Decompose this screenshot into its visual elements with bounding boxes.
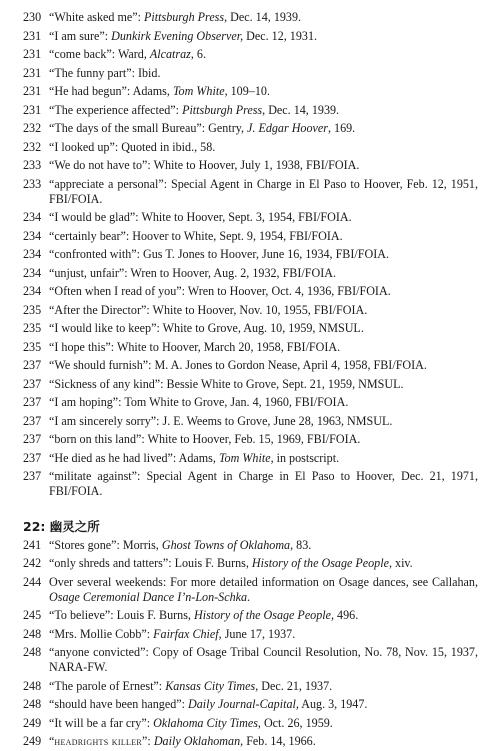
note-text-part: 496. [334, 608, 359, 622]
note-entry [23, 340, 478, 355]
note-text-part: “confronted with”: Gus T. Jones to Hoover, June 16, 1934, FBI/FOIA. [49, 247, 390, 261]
note-text [49, 247, 478, 262]
note-entry [23, 575, 478, 605]
note-entry [23, 177, 478, 207]
note-entry [23, 451, 478, 466]
note-entry [23, 358, 478, 373]
note-page-number: 248 [23, 678, 42, 693]
note-text [49, 556, 478, 571]
note-title-italic: Kansas City Times [165, 678, 256, 693]
note-text [49, 66, 478, 81]
note-entry [23, 469, 478, 499]
note-entry [23, 734, 478, 749]
note-text [49, 321, 478, 336]
note-entry [23, 266, 478, 281]
note-page-number: 232 [23, 121, 42, 135]
note-page-number: 233 [23, 158, 42, 172]
note-page-number: 248 [23, 626, 42, 641]
note-page-number: 249 [23, 715, 42, 730]
note-entry [23, 121, 478, 136]
note-page-number: 237 [23, 395, 42, 409]
note-text-part: “The days of the small Bureau”: Gentry, [49, 121, 248, 135]
note-text [49, 734, 478, 749]
note-text-part: “Often when I read of you”: Wren to Hoover, Oct. 4, 1936, FBI/FOIA. [49, 284, 391, 298]
note-entry [23, 47, 478, 62]
note-text-part: “The experience affected”: [49, 102, 183, 117]
note-page-number: 230 [23, 10, 42, 24]
section-gap [23, 503, 478, 519]
note-text [49, 121, 478, 136]
note-entry [23, 284, 478, 299]
note-text-part: “only shreds and tatters”: Louis F. Burns, [49, 556, 252, 570]
note-entry [23, 210, 478, 225]
note-text [49, 158, 478, 173]
note-text-part: “The funny part”: Ibid. [49, 65, 161, 80]
note-text [49, 340, 478, 355]
note-page-number: 245 [23, 608, 42, 622]
note-entry [23, 697, 478, 712]
note-text-part: “ [49, 734, 55, 748]
note-text-part: “To believe”: Louis F. Burns, [49, 608, 194, 622]
chapter-heading: 22: 幽灵之所 [23, 518, 100, 534]
note-page-number: 248 [23, 645, 42, 659]
note-entry [23, 395, 478, 410]
note-text-part: “It will be a far cry”: [49, 715, 154, 730]
note-text-part: , xiv. [388, 556, 413, 570]
note-page-number: 249 [23, 734, 42, 748]
note-text-part: “militate against”: Special Agent in Charge in El Paso to Hoover, Dec. 21, 1971, FBI/FOIA. [49, 469, 478, 498]
note-text-part: “born on this land”: White to Hoover, Feb. 15, 1969, FBI/FOIA. [49, 432, 361, 446]
note-smallcaps-text: headrights killer [54, 734, 143, 748]
note-text-part: “White asked me”: [49, 10, 145, 24]
note-text-part: , Feb. 14, 1966. [240, 734, 316, 748]
note-text [49, 395, 478, 410]
note-entry [23, 377, 478, 392]
note-text-part: “I am sure”: [49, 28, 112, 43]
note-text-part: “certainly bear”: Hoover to White, Sept. 9, 1954, FBI/FOIA. [49, 228, 343, 243]
note-page-number: 234 [23, 247, 42, 261]
note-text-part: ”: [142, 734, 154, 748]
note-page-number: 235 [23, 302, 42, 317]
note-title-italic: History of the Osage People [251, 556, 389, 570]
note-text-part: “appreciate a personal”: Special Agent in Charge in El Paso to Hoover, Feb. 12, 1951, FBI/FOIA. [49, 176, 478, 206]
note-text-part: “Mrs. Mollie Cobb”: [49, 626, 154, 641]
note-page-number: 234 [23, 228, 42, 243]
note-text [49, 284, 478, 299]
note-title-italic: Daily Oklahoman [153, 734, 241, 748]
note-page-number: 248 [23, 697, 42, 711]
note-title-italic: Pittsburgh Press [144, 10, 225, 24]
note-text [49, 29, 478, 44]
note-text-part: , Dec. 14, 1939. [262, 102, 340, 117]
note-entry [23, 29, 478, 44]
note-text-part: “I am hoping”: Tom White to Grove, Jan. 4, 1960, FBI/FOIA. [49, 395, 349, 409]
note-text [49, 469, 478, 499]
note-page-number: 234 [23, 265, 42, 280]
note-text-part: Aug. 3, 1947. [298, 697, 368, 711]
note-title-italic: Tom White [172, 84, 225, 98]
note-title-italic: History of the Osage People, [193, 608, 335, 622]
note-text-part: . [247, 589, 251, 604]
notes-section-2 [23, 538, 478, 750]
note-entry [23, 303, 478, 318]
note-text [49, 432, 478, 447]
note-title-italic: Dunkirk Evening Observer, [111, 28, 244, 43]
note-entry [23, 432, 478, 447]
note-page-number: 237 [23, 413, 42, 428]
note-entry [23, 140, 478, 155]
note-entry [23, 608, 478, 623]
note-title-italic: Alcatraz [149, 47, 191, 61]
note-text [49, 210, 478, 225]
note-entry [23, 66, 478, 81]
note-page-number: 237 [23, 450, 42, 465]
note-text [49, 140, 478, 155]
note-text [49, 47, 478, 62]
note-text-part: “I would be glad”: White to Hoover, Sept. 3, 1954, FBI/FOIA. [49, 210, 352, 224]
note-text-part: in postscript. [273, 450, 340, 465]
note-page-number: 231 [23, 84, 42, 98]
note-text [49, 679, 478, 694]
note-page-number: 235 [23, 321, 42, 335]
note-text-part: “He died as he had lived”: Adams, [49, 450, 219, 465]
note-entry [23, 247, 478, 262]
note-text-part: , 6. [190, 47, 206, 61]
note-text [49, 451, 478, 466]
note-page-number: 231 [23, 47, 42, 61]
note-entry [23, 716, 478, 731]
note-text [49, 538, 478, 553]
note-page-number: 234 [23, 284, 42, 298]
note-page-number: 231 [23, 65, 42, 80]
note-text-part: , Oct. 26, 1959. [257, 715, 333, 730]
note-page-number: 242 [23, 556, 42, 570]
note-text [49, 627, 478, 642]
note-text [49, 377, 478, 392]
note-page-number: 237 [23, 358, 42, 372]
note-text [49, 414, 478, 429]
note-text-part: “I looked up”: Quoted in ibid., 58. [49, 139, 216, 154]
note-text [49, 229, 478, 244]
note-text-part: , 169. [327, 121, 356, 135]
note-page-number: 237 [23, 376, 42, 391]
note-text-part: “I would like to keep”: White to Grove, Aug. 10, 1959, NMSUL. [49, 321, 364, 335]
note-text-part: “We should furnish”: M. A. Jones to Gordon Nease, April 4, 1958, FBI/FOIA. [49, 358, 427, 372]
note-text-part: “We do not have to”: White to Hoover, July 1, 1938, FBI/FOIA. [49, 158, 360, 172]
note-entry [23, 10, 478, 25]
note-text-part: “should have been hanged”: [49, 697, 189, 711]
note-entry [23, 556, 478, 571]
note-text-part: , 109–10. [224, 84, 270, 98]
note-title-italic: Pittsburgh Press [182, 102, 263, 117]
note-text-part: “I am sincerely sorry”: J. E. Weems to Grove, June 28, 1963, NMSUL. [49, 413, 393, 428]
note-text-part: Over several weekends: For more detailed information on Osage dances, see Callahan, [49, 574, 478, 589]
note-text [49, 10, 478, 25]
note-title-italic: Daily Journal-Capital, [188, 697, 299, 711]
note-page-number: 244 [23, 574, 42, 589]
note-page-number: 237 [23, 469, 42, 483]
note-text [49, 177, 478, 207]
note-text-part: “come back”: Ward, [49, 47, 150, 61]
note-entry [23, 538, 478, 553]
note-page-number: 235 [23, 339, 42, 354]
note-text-part: , 83. [290, 537, 312, 552]
note-title-italic: Oklahoma City Times [153, 715, 258, 730]
note-page-number: 231 [23, 28, 42, 43]
notes-section-1 [23, 10, 478, 499]
note-text-part: “Sickness of any kind”: Bessie White to Grove, Sept. 21, 1959, NMSUL. [49, 376, 404, 391]
note-text-part: , Dec. 14, 1939. [224, 10, 302, 24]
note-text-part: “After the Director”: White to Hoover, Nov. 10, 1955, FBI/FOIA. [49, 302, 368, 317]
note-title-italic: J. Edgar Hoover [247, 121, 328, 135]
note-text-part: “unjust, unfair”: Wren to Hoover, Aug. 2, 1932, FBI/FOIA. [49, 265, 337, 280]
note-text [49, 575, 478, 605]
note-text [49, 716, 478, 731]
note-entry [23, 627, 478, 642]
note-title-italic: Ghost Towns of Oklahoma [161, 537, 291, 552]
note-text [49, 697, 478, 712]
note-text-part: , Dec. 21, 1937. [255, 678, 333, 693]
note-entry [23, 414, 478, 429]
note-text [49, 358, 478, 373]
note-title-italic: Osage Ceremonial Dance I’n-Lon-Schka [49, 589, 248, 604]
note-page-number: 231 [23, 102, 42, 117]
note-entry [23, 103, 478, 118]
note-page-number: 233 [23, 176, 42, 191]
note-text-part: “Stores gone”: Morris, [49, 537, 162, 552]
note-text [49, 266, 478, 281]
note-entry [23, 645, 478, 675]
note-text-part: Dec. 12, 1931. [243, 28, 318, 43]
note-text-part: “The parole of Ernest”: [49, 678, 166, 693]
note-entry [23, 321, 478, 336]
note-title-italic: Tom White, [218, 450, 274, 465]
note-entry [23, 229, 478, 244]
note-text [49, 608, 478, 623]
note-text-part: “I hope this”: White to Hoover, March 20, 1958, FBI/FOIA. [49, 339, 341, 354]
note-page-number: 241 [23, 537, 42, 552]
note-text-part: “anyone convicted”: Copy of Osage Tribal Council Resolution, No. 78, Nov. 15, 1937, NARA-FW. [49, 645, 478, 674]
note-page-number: 234 [23, 210, 42, 224]
note-entry [23, 679, 478, 694]
note-entry [23, 84, 478, 99]
note-text-part: June 17, 1937. [221, 626, 296, 641]
note-page-number: 237 [23, 432, 42, 446]
note-text [49, 645, 478, 675]
note-text-part: “He had begun”: Adams, [49, 84, 173, 98]
note-text [49, 84, 478, 99]
note-text [49, 103, 478, 118]
note-page-number: 232 [23, 139, 42, 154]
note-text [49, 303, 478, 318]
note-title-italic: Fairfax Chief, [153, 626, 222, 641]
note-entry [23, 158, 478, 173]
